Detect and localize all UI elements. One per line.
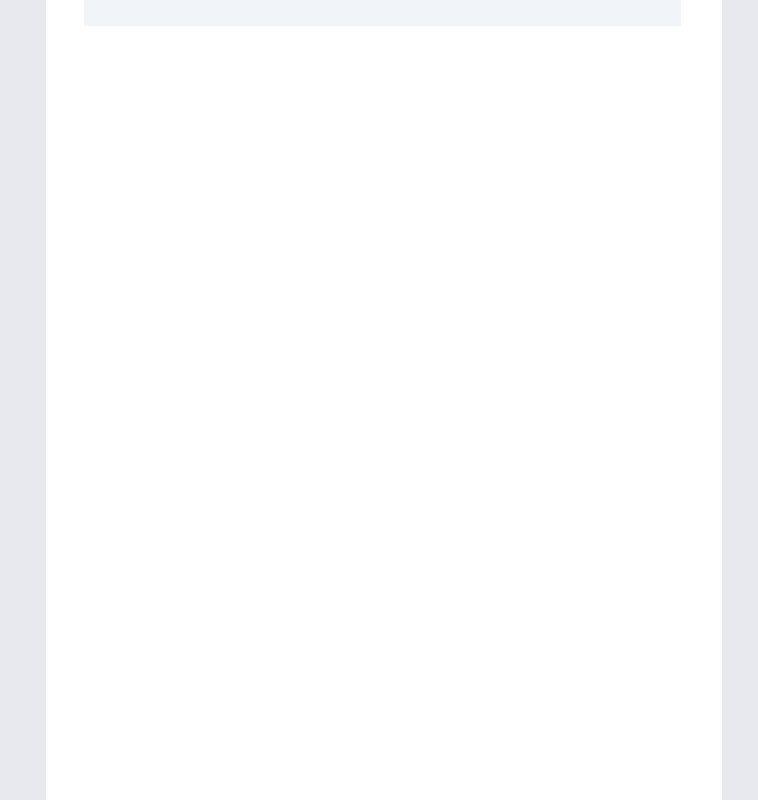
size-chart-page <box>46 0 722 800</box>
top-table-header <box>84 0 681 26</box>
